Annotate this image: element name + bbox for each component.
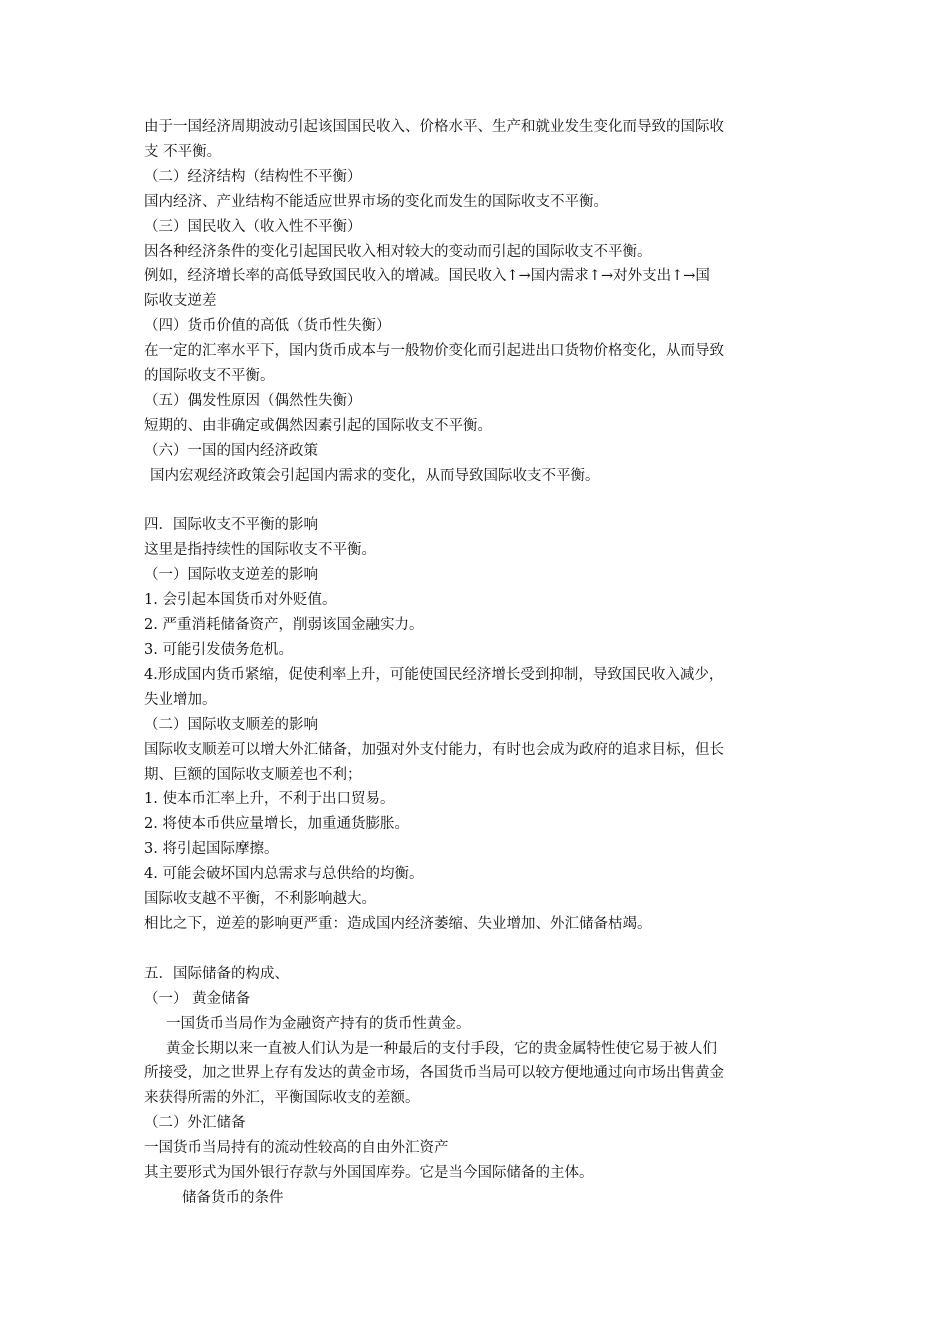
text-line: 所接受，加之世界上存有发达的黄金市场，各国货币当局可以较方便地通过向市场出售黄金 (144, 1065, 724, 1082)
text-line: 国际收支越不平衡，不利影响越大。 (144, 891, 376, 908)
text-line: （二）经济结构（结构性不平衡） (144, 168, 362, 185)
document-page (144, 115, 814, 1211)
text-line: 1. 会引起本国货币对外贬值。 (144, 592, 337, 609)
text-line: 4. 可能会破坏国内总需求与总供给的均衡。 (144, 866, 424, 883)
text-line: （三）国民收入（收入性不平衡） (144, 218, 362, 235)
text-line: 因各种经济条件的变化引起国民收入相对较大的变动而引起的国际收支不平衡。 (144, 243, 652, 260)
blank-line (144, 937, 814, 962)
text-line: （一）国际收支逆差的影响 (144, 567, 318, 584)
text-line: 失业增加。 (144, 691, 217, 708)
text-line: 黄金长期以来一直被人们认为是一种最后的支付手段，它的贵金属特性使它易于被人们 (166, 1040, 717, 1057)
text-line: （四）货币价值的高低（货币性失衡） (144, 318, 391, 335)
text-line: 4.形成国内货币紧缩，促使利率上升，可能使国民经济增长受到抑制，导致国民收入减少， (144, 666, 724, 683)
text-line: 国际收支顺差可以增大外汇储备，加强对外支付能力，有时也会成为政府的追求目标，但长 (144, 741, 724, 758)
text-line: （一） 黄金储备 (144, 990, 251, 1007)
text-line: 短期的、由非确定或偶然因素引起的国际收支不平衡。 (144, 417, 492, 434)
text-line: 国内经济、产业结构不能适应世界市场的变化而发生的国际收支不平衡。 (144, 193, 608, 210)
text-line: 四．国际收支不平衡的影响 (144, 517, 318, 534)
text-line: （二）外汇储备 (144, 1115, 246, 1132)
text-line: 相比之下，逆差的影响更严重：造成国内经济萎缩、失业增加、外汇储备枯竭。 (144, 915, 652, 932)
blank-line (144, 489, 814, 514)
text-line: 期、巨额的国际收支顺差也不利； (144, 766, 362, 783)
text-line: 储备货币的条件 (182, 1189, 284, 1206)
text-line: 3. 可能引发债务危机。 (144, 642, 293, 659)
text-line: （五）偶发性原因（偶然性失衡） (144, 392, 362, 409)
text-line: 支 不平衡。 (144, 143, 222, 160)
text-line: 这里是指持续性的国际收支不平衡。 (144, 542, 376, 559)
text-line: （二）国际收支顺差的影响 (144, 716, 318, 733)
text-line: 来获得所需的外汇，平衡国际收支的差额。 (144, 1090, 420, 1107)
text-line: 2. 将使本币供应量增长，加重通货膨胀。 (144, 816, 409, 833)
text-line: （六）一国的国内经济政策 (144, 442, 318, 459)
text-line: 3. 将引起国际摩擦。 (144, 841, 279, 858)
text-line: 的国际收支不平衡。 (144, 368, 275, 385)
text-line: 2. 严重消耗储备资产，削弱该国金融实力。 (144, 617, 424, 634)
text-line: 其主要形式为国外银行存款与外国国库券。它是当今国际储备的主体。 (144, 1165, 594, 1182)
text-line: 在一定的汇率水平下，国内货币成本与一般物价变化而引起进出口货物价格变化，从而导致 (144, 343, 724, 360)
text-line: 一国货币当局作为金融资产持有的货币性黄金。 (166, 1015, 471, 1032)
text-line: 1. 使本币汇率上升，不利于出口贸易。 (144, 791, 395, 808)
text-line: 一国货币当局持有的流动性较高的自由外汇资产 (144, 1140, 449, 1157)
text-line: 际收支逆差 (144, 293, 217, 310)
text-line: 由于一国经济周期波动引起该国国民收入、价格水平、生产和就业发生变化而导致的国际收 (144, 119, 724, 135)
text-line: 例如，经济增长率的高低导致国民收入的增减。国民收入↑→国内需求↑→对外支出↑→国 (144, 268, 710, 285)
text-line: 国内宏观经济政策会引起国内需求的变化，从而导致国际收支不平衡。 (150, 467, 600, 484)
text-line: 五．国际储备的构成、 (144, 965, 289, 982)
